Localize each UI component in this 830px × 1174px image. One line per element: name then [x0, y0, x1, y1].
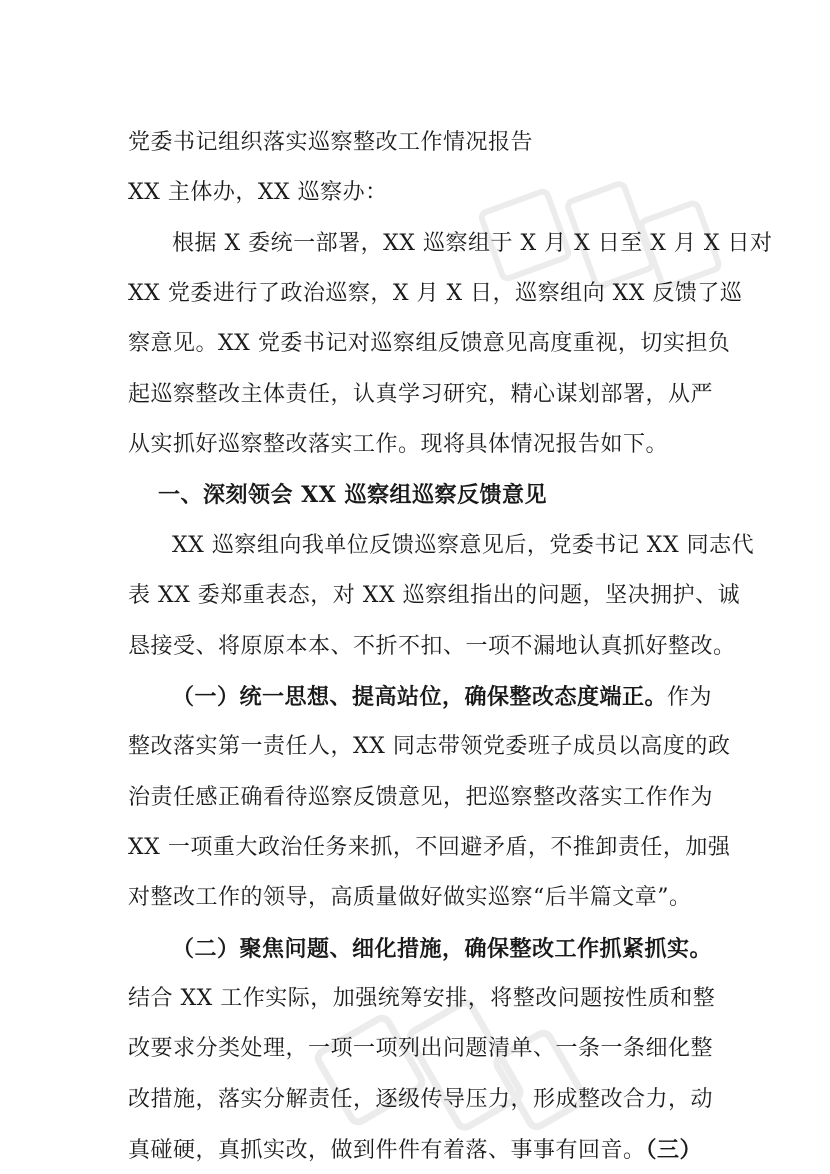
paragraph-line: 结合 XX 工作实际，加强统筹安排，将整改问题按性质和整: [128, 986, 716, 1011]
next-subsection-marker: （三）: [645, 1137, 703, 1163]
paragraph-line: 表 XX 委郑重表态，对 XX 巡察组指出的问题，坚决拥护、诚: [128, 583, 741, 608]
paragraph-line: 恳接受、将原原本本、不折不扣、一项不漏地认真抓好整改。: [128, 634, 736, 659]
paragraph-line: XX 巡察组向我单位反馈巡察意见后，党委书记 XX 同志代: [172, 533, 755, 558]
subsection-lead-tail: 作为: [667, 685, 713, 710]
paragraph-line: 整改落实第一责任人，XX 同志带领党委班子成员以高度的政: [128, 734, 731, 759]
paragraph-line: XX 党委进行了政治巡察，X 月 X 日，巡察组向 XX 反馈了巡: [128, 281, 743, 306]
paragraph-line: 对整改工作的领导，高质量做好做实巡察“后半篇文章”。: [128, 885, 692, 910]
section-heading: 一、深刻领会 XX 巡察组巡察反馈意见: [158, 482, 547, 508]
paragraph-line-last: [128, 1135, 708, 1166]
subsection-heading: （一）统一思想、提高站位，确保整改态度端正。: [172, 684, 668, 710]
document-title: 党委书记组织落实巡察整改工作情况报告: [128, 130, 534, 155]
paragraph-line: 治责任感正确看待巡察反馈意见，把巡察整改落实工作作为: [128, 785, 714, 810]
paragraph-line: XX 一项重大政治任务来抓，不回避矛盾，不推卸责任，加强: [128, 835, 731, 860]
last-line-text: 真碰硬，真抓实改，做到件件有着落、事事有回音。: [128, 1138, 646, 1163]
paragraph-line: 察意见。XX 党委书记对巡察组反馈意见高度重视，切实担负: [128, 331, 731, 356]
subsection-lead: [172, 682, 713, 713]
paragraph-line: 从实抓好巡察整改落实工作。现将具体情况报告如下。: [128, 432, 669, 457]
paragraph-line: 改要求分类处理，一项一项列出问题清单、一条一条细化整: [128, 1036, 714, 1061]
paragraph-line: 改措施，落实分解责任，逐级传导压力，形成整改合力，动: [128, 1087, 714, 1112]
paragraph-line: 根据 X 委统一部署，XX 巡察组于 X 月 X 日至 X 月 X 日对: [172, 231, 773, 256]
salutation: XX 主体办，XX 巡察办：: [128, 180, 388, 205]
subsection-heading: （二）聚焦问题、细化措施，确保整改工作抓紧抓实。: [172, 936, 713, 962]
paragraph-line: 起巡察整改主体责任，认真学习研究，精心谋划部署，从严: [128, 382, 714, 407]
